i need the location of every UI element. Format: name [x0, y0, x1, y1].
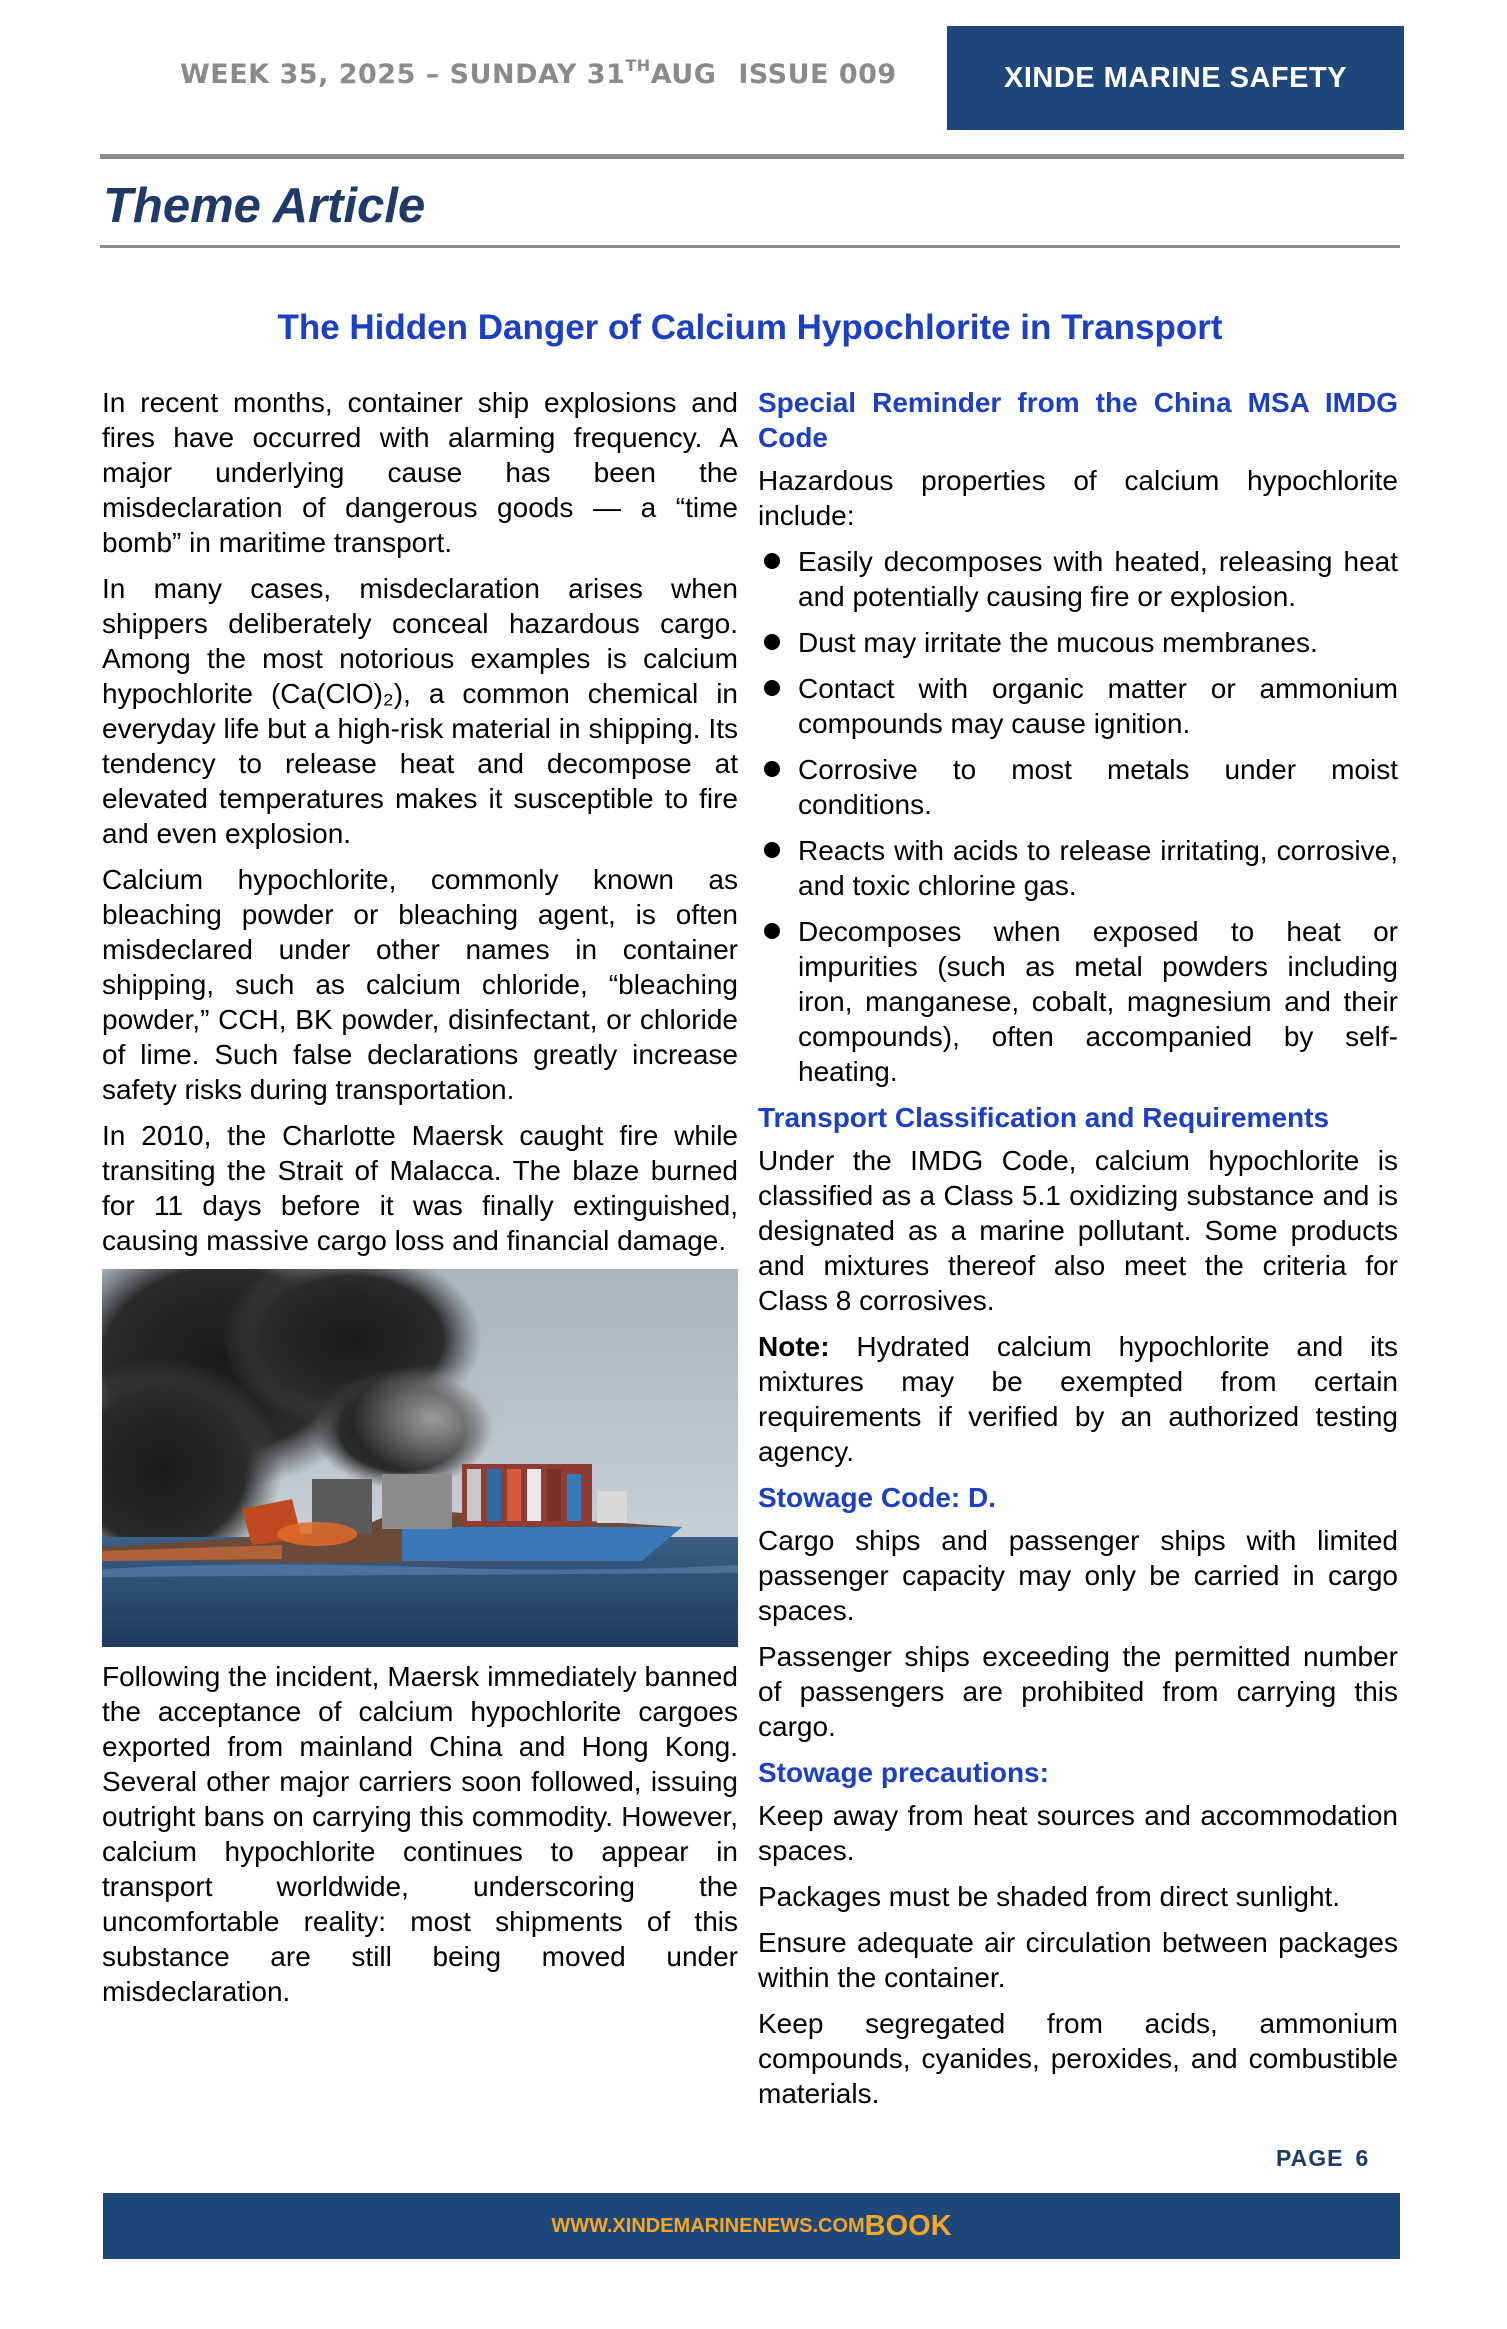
bullet-icon — [764, 553, 780, 569]
date-ordinal-suffix: TH — [625, 56, 651, 75]
bullet-icon — [764, 761, 780, 777]
footer-book-label: BOOK — [864, 2209, 952, 2242]
paragraph-hazards-intro: Hazardous properties of calcium hypochlorite include: — [758, 465, 1398, 531]
burning-container-ship-photo — [102, 1269, 738, 1647]
hazard-list — [758, 544, 1398, 1089]
list-item: Dust may irritate the mucous membranes. — [758, 625, 1398, 660]
bullet-icon — [764, 634, 780, 650]
note-text: Hydrated calcium hypochlorite and its mixtures may be exempted from certain requirements if verified by an authorized testing agency. — [758, 1331, 1398, 1467]
list-item: Easily decomposes with heated, releasing heat and potentially causing fire or explosion. — [758, 544, 1398, 614]
paragraph-aliases: Calcium hypochlorite, commonly known as bleaching powder or bleaching agent, is often misdeclared under other names in container shipping, such as calcium chloride, “bleaching powder,” CCH, BK powder, disinfectant, or chloride of lime. Such false declarations greatly increase safety risks during transportation. — [102, 864, 738, 1105]
brand-name: XINDE MARINE SAFETY — [1003, 61, 1348, 94]
week-date-text: WEEK 35, 2025 – SUNDAY 31 — [180, 59, 626, 90]
paragraph-precaution-sunlight: Packages must be shaded from direct sunlight. — [758, 1881, 1341, 1912]
article-right-column — [758, 385, 1398, 2122]
section-divider — [100, 245, 1400, 248]
week-month: AUG — [650, 59, 717, 90]
footer-website-link[interactable]: WWW.XINDEMARINENEWS.COM — [551, 2214, 865, 2237]
note-label: Note: — [758, 1331, 830, 1362]
section-title: Theme Article — [103, 179, 426, 233]
page-label: PAGE — [1276, 2145, 1344, 2171]
page-number-value: 6 — [1355, 2145, 1370, 2171]
article-left-column — [102, 385, 738, 2020]
issue-dateline — [180, 56, 897, 90]
bullet-icon — [764, 680, 780, 696]
paragraph-misdeclaration: In many cases, misdeclaration arises when shippers deliberately conceal hazardous cargo. Among the most notorious examples is calcium hypochlorite (Ca(ClO)₂), a common chemical in everyday life but a high-risk material in shipping. Its tendency to release heat and decompose at elevated temperatures makes it susceptible to fire and even explosion. — [102, 573, 738, 849]
footer-bar — [103, 2193, 1400, 2259]
paragraph-intro: In recent months, container ship explosions and fires have occurred with alarming frequency. A major underlying cause has been the misdeclaration of dangerous goods — a “time bomb” in maritime transport. — [102, 387, 738, 558]
paragraph-aftermath: Following the incident, Maersk immediately banned the acceptance of calcium hypochlorite cargoes exported from mainland China and Hong Kong. Several other major carriers soon followed, issuing outright bans on carrying this commodity. However, calcium hypochlorite continues to appear in transport worldwide, underscoring the uncomfortable reality: most shipments of this substance are still being moved under misdeclaration. — [102, 1661, 738, 2007]
paragraph-precaution-air: Ensure adequate air circulation between packages within the container. — [758, 1927, 1398, 1993]
paragraph-note — [758, 1329, 1398, 1469]
heading-special-reminder: Special Reminder from the China MSA IMDG Code — [758, 387, 1398, 453]
article-title: The Hidden Danger of Calcium Hypochlorite in Transport — [277, 308, 1223, 347]
paragraph-classification: Under the IMDG Code, calcium hypochlorite is classified as a Class 5.1 oxidizing substance and is designated as a marine pollutant. Some products and mixtures thereof also meet the criteria for Class 8 corrosives. — [758, 1145, 1398, 1316]
paragraph-stowage-passenger: Passenger ships exceeding the permitted number of passengers are prohibited from carrying this cargo. — [758, 1641, 1398, 1742]
paragraph-precaution-heat: Keep away from heat sources and accommodation spaces. — [758, 1800, 1398, 1866]
heading-stowage-precautions: Stowage precautions: — [758, 1757, 1049, 1788]
list-item: Reacts with acids to release irritating, corrosive, and toxic chlorine gas. — [758, 833, 1398, 903]
issue-number: ISSUE 009 — [738, 59, 897, 90]
paragraph-charlotte-maersk: In 2010, the Charlotte Maersk caught fire while transiting the Strait of Malacca. The blaze burned for 11 days before it was finally extinguished, causing massive cargo loss and financial damage. — [102, 1120, 738, 1256]
header-divider — [100, 154, 1404, 159]
list-item: Decomposes when exposed to heat or impurities (such as metal powders including iron, manganese, cobalt, magnesium and their compounds), often accompanied by self-heating. — [758, 914, 1398, 1089]
paragraph-precaution-segregation: Keep segregated from acids, ammonium compounds, cyanides, peroxides, and combustible materials. — [758, 2008, 1398, 2109]
page-number — [1276, 2145, 1369, 2172]
list-item: Corrosive to most metals under moist conditions. — [758, 752, 1398, 822]
list-item: Contact with organic matter or ammonium compounds may cause ignition. — [758, 671, 1398, 741]
bullet-icon — [764, 923, 780, 939]
heading-transport-classification: Transport Classification and Requirements — [758, 1102, 1330, 1133]
bullet-icon — [764, 842, 780, 858]
brand-banner — [947, 26, 1404, 130]
heading-stowage-code: Stowage Code: D. — [758, 1482, 997, 1513]
paragraph-stowage-cargo: Cargo ships and passenger ships with limited passenger capacity may only be carried in cargo spaces. — [758, 1525, 1398, 1626]
